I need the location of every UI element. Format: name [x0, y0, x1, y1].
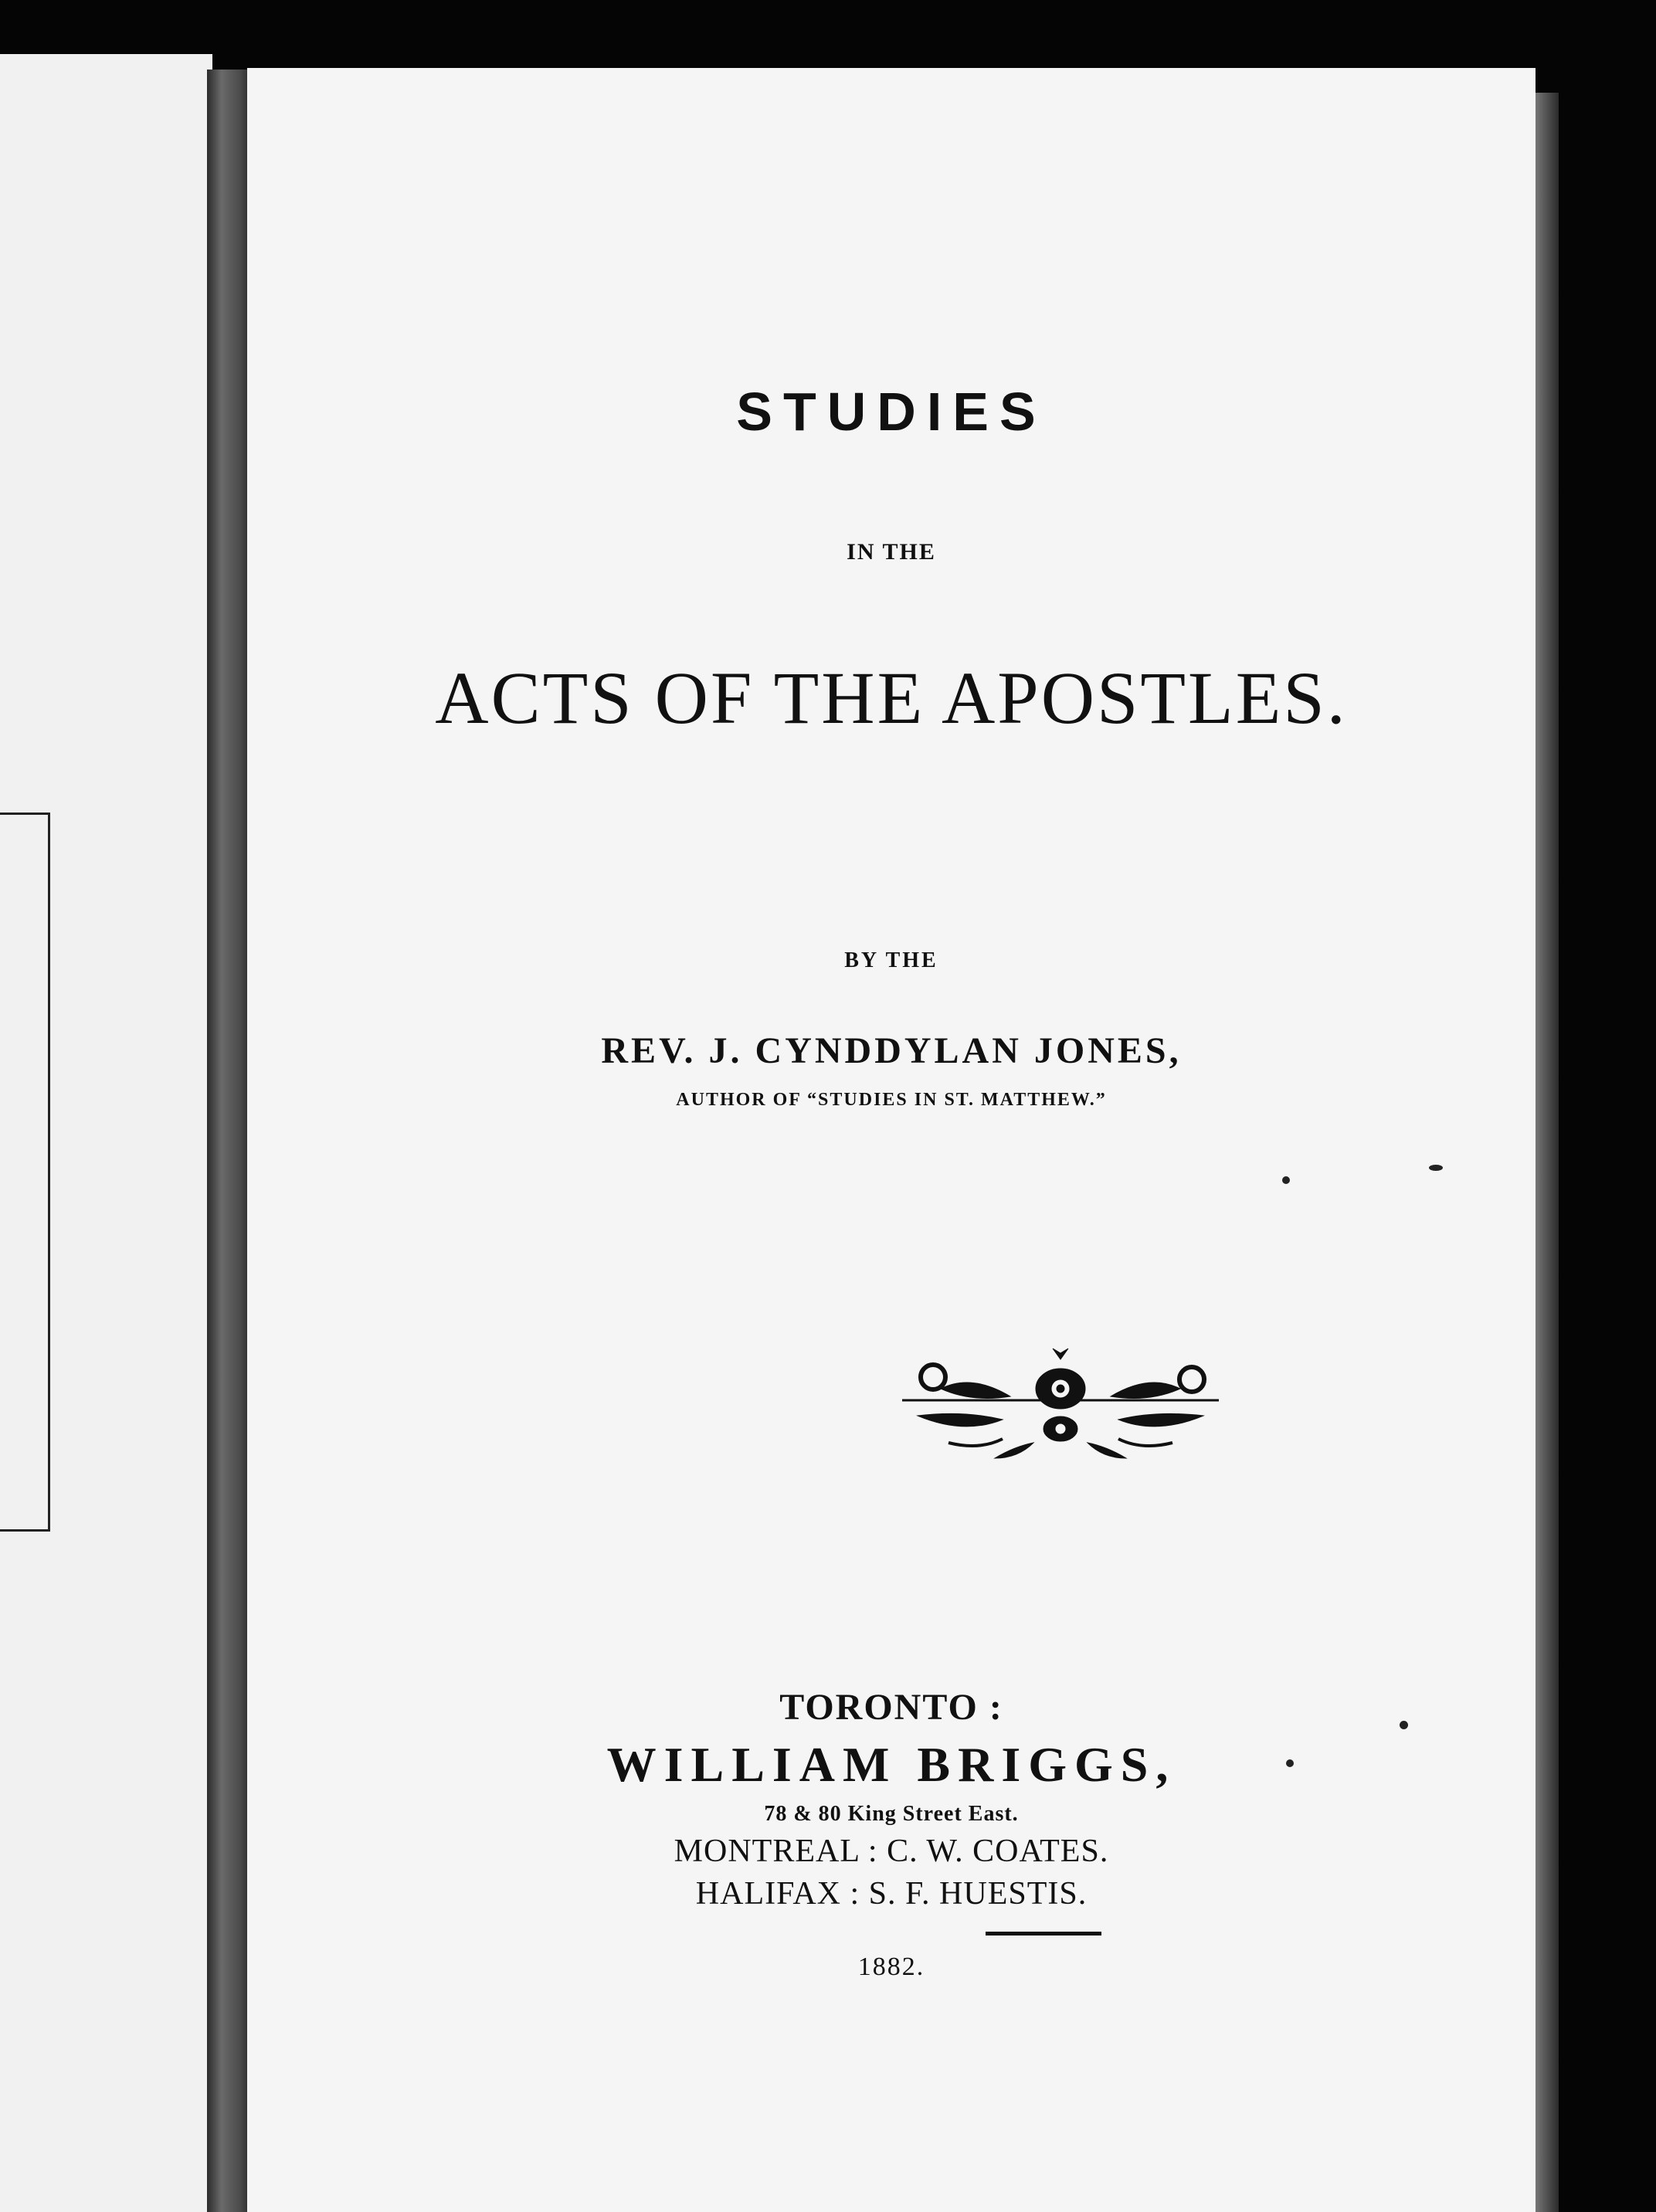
publication-year: 1882.	[857, 1952, 925, 1981]
imprint-publisher: WILLIAM BRIGGS,	[606, 1737, 1176, 1792]
left-page	[0, 54, 212, 2212]
title-line-1: STUDIES	[736, 382, 1047, 442]
imprint-halifax: HALIFAX : S. F. HUESTIS.	[695, 1876, 1088, 1912]
title-line-3: ACTS OF THE APOSTLES.	[435, 656, 1348, 739]
by-line: BY THE	[844, 948, 938, 972]
page-edge	[1536, 93, 1559, 2212]
page-speck	[1429, 1165, 1443, 1171]
imprint-montreal: MONTREAL : C. W. COATES.	[674, 1834, 1109, 1869]
page-speck	[1400, 1721, 1408, 1729]
floral-ornament-icon	[887, 1342, 1234, 1466]
imprint-rule	[986, 1932, 1101, 1936]
imprint-city: TORONTO :	[779, 1687, 1003, 1728]
author-name: REV. J. CYNDDYLAN JONES,	[601, 1030, 1182, 1071]
imprint-address: 78 & 80 King Street East.	[764, 1802, 1019, 1826]
title-line-2: IN THE	[847, 539, 936, 565]
author-note: AUTHOR OF “STUDIES IN ST. MATTHEW.”	[676, 1090, 1107, 1110]
page-speck	[1282, 1176, 1290, 1184]
page-speck	[1286, 1759, 1294, 1767]
left-page-frame	[0, 813, 50, 1532]
title-page	[247, 68, 1536, 2212]
